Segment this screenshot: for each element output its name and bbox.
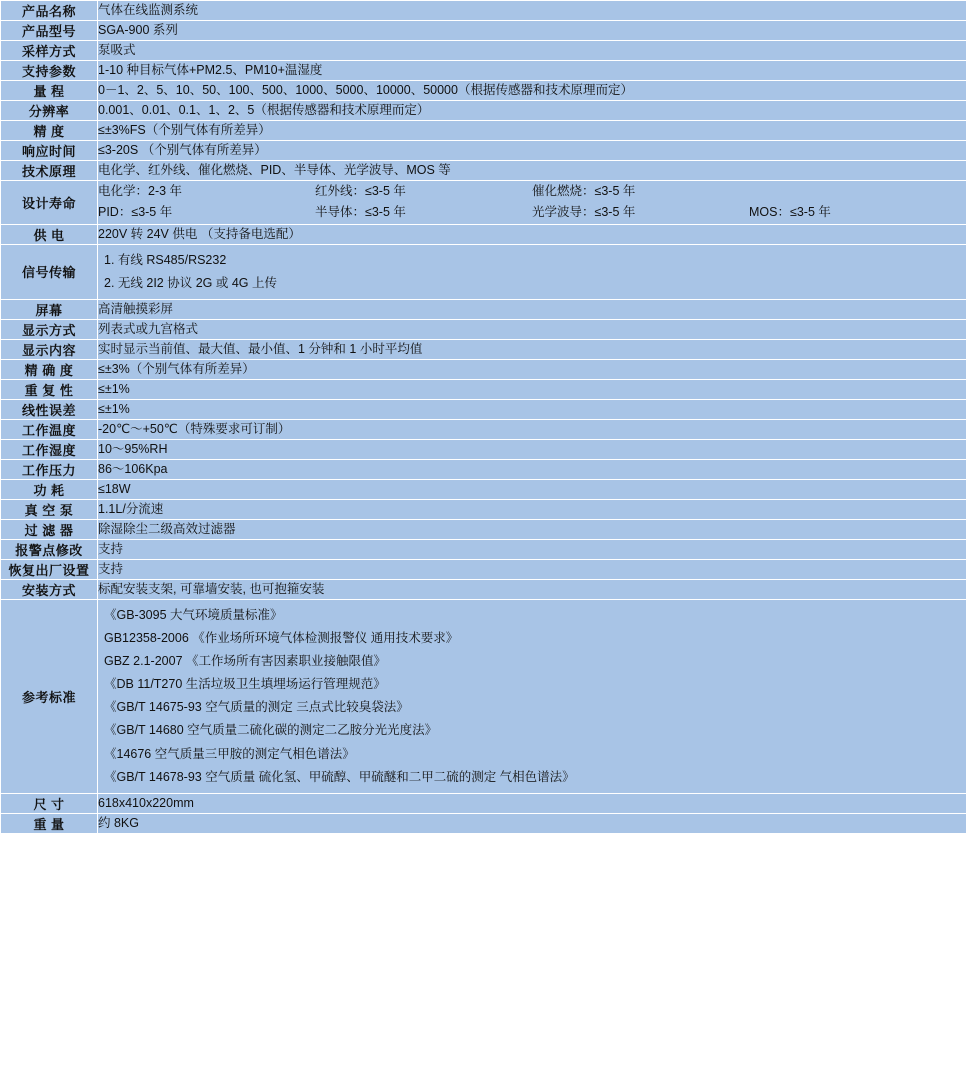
grid-cell: MOS：≤3-5 年 xyxy=(749,205,831,220)
spec-label: 量 程 xyxy=(1,81,98,101)
spec-value: SGA-900 系列 xyxy=(98,21,967,41)
spec-value-list xyxy=(98,245,966,299)
grid-row xyxy=(98,202,966,223)
spec-label: 报警点修改 xyxy=(1,539,98,559)
spec-value: 高清触摸彩屏 xyxy=(98,299,967,319)
spec-label: 重 复 性 xyxy=(1,379,98,399)
table-row xyxy=(1,1,967,21)
list-item: 2. 无线 2I2 协议 2G 或 4G 上传 xyxy=(104,275,277,290)
table-row xyxy=(1,41,967,61)
spec-value: ≤±1% xyxy=(98,399,967,419)
spec-label: 重 量 xyxy=(1,813,98,833)
list-item: 《DB 11/T270 生活垃圾卫生填埋场运行管理规范》 xyxy=(104,677,386,692)
table-row xyxy=(1,319,967,339)
grid-cell: 催化燃烧：≤3-5 年 xyxy=(532,184,636,198)
table-row xyxy=(1,579,967,599)
spec-label: 产品名称 xyxy=(1,1,98,21)
spec-value: 约 8KG xyxy=(98,813,967,833)
table-row xyxy=(1,519,967,539)
spec-label: 设计寿命 xyxy=(1,181,98,225)
spec-label: 工作压力 xyxy=(1,459,98,479)
spec-label: 采样方式 xyxy=(1,41,98,61)
table-row xyxy=(1,499,967,519)
spec-value: ≤±3%（个别气体有所差异） xyxy=(98,359,967,379)
spec-value: 618x410x220mm xyxy=(98,793,967,813)
spec-value: 泵吸式 xyxy=(98,41,967,61)
spec-value: 220V 转 24V 供电 （支持备电选配） xyxy=(98,224,967,244)
spec-label: 显示内容 xyxy=(1,339,98,359)
spec-value: ≤18W xyxy=(98,479,967,499)
list-item: 1. 有线 RS485/RS232 xyxy=(104,252,227,267)
spec-label: 工作湿度 xyxy=(1,439,98,459)
spec-label: 参考标准 xyxy=(1,599,98,793)
spec-label: 产品型号 xyxy=(1,21,98,41)
spec-label: 支持参数 xyxy=(1,61,98,81)
table-row xyxy=(1,161,967,181)
spec-label: 显示方式 xyxy=(1,319,98,339)
grid-cell: PID：≤3-5 年 xyxy=(98,205,173,220)
grid-cell: 半导体：≤3-5 年 xyxy=(315,205,406,220)
spec-label: 线性误差 xyxy=(1,399,98,419)
table-row xyxy=(1,121,967,141)
table-row xyxy=(1,539,967,559)
table-row xyxy=(1,459,967,479)
spec-value xyxy=(98,599,967,793)
table-row xyxy=(1,599,967,793)
spec-value: 1.1L/分流速 xyxy=(98,499,967,519)
table-row xyxy=(1,419,967,439)
table-row xyxy=(1,244,967,299)
table-row xyxy=(1,61,967,81)
spec-label: 功 耗 xyxy=(1,479,98,499)
spec-label: 分辨率 xyxy=(1,101,98,121)
spec-label: 恢复出厂设置 xyxy=(1,559,98,579)
list-item: GB12358-2006 《作业场所环境气体检测报警仪 通用技术要求》 xyxy=(104,630,459,645)
table-row xyxy=(1,479,967,499)
spec-value: 10～95%RH xyxy=(98,439,967,459)
spec-value: ≤±3%FS（个别气体有所差异） xyxy=(98,121,967,141)
spec-value: 支持 xyxy=(98,559,967,579)
list-item: 《GB/T 14678-93 空气质量 硫化氢、甲硫醇、甲硫醚和二甲二硫的测定 气相色谱法》 xyxy=(104,769,575,784)
spec-value: 支持 xyxy=(98,539,967,559)
spec-label: 技术原理 xyxy=(1,161,98,181)
spec-value: 气体在线监测系统 xyxy=(98,1,967,21)
spec-value: 1-10 种目标气体+PM2.5、PM10+温湿度 xyxy=(98,61,967,81)
table-row xyxy=(1,141,967,161)
spec-label: 响应时间 xyxy=(1,141,98,161)
table-row xyxy=(1,224,967,244)
spec-label: 供 电 xyxy=(1,224,98,244)
spec-label: 精 度 xyxy=(1,121,98,141)
grid-row xyxy=(98,181,966,202)
spec-value: 列表式或九宫格式 xyxy=(98,319,967,339)
spec-label: 工作温度 xyxy=(1,419,98,439)
spec-value: 0.001、0.01、0.1、1、2、5（根据传感器和技术原理而定） xyxy=(98,101,967,121)
grid-cell: 红外线：≤3-5 年 xyxy=(315,184,406,198)
list-item: 《GB/T 14680 空气质量二硫化碳的测定二乙胺分光光度法》 xyxy=(104,723,438,738)
table-row xyxy=(1,81,967,101)
spec-value-grid xyxy=(98,181,966,224)
table-row xyxy=(1,299,967,319)
spec-value: 电化学、红外线、催化燃烧、PID、半导体、光学波导、MOS 等 xyxy=(98,161,967,181)
table-row xyxy=(1,21,967,41)
table-row xyxy=(1,101,967,121)
table-row xyxy=(1,359,967,379)
spec-value: 实时显示当前值、最大值、最小值、1 分钟和 1 小时平均值 xyxy=(98,339,967,359)
spec-value: 0－1、2、5、10、50、100、500、1000、5000、10000、50000（根据传感器和技术原理而定） xyxy=(98,81,967,101)
list-item: GBZ 2.1-2007 《工作场所有害因素职业接触限值》 xyxy=(104,654,386,668)
table-row xyxy=(1,399,967,419)
spec-value xyxy=(98,244,967,299)
table-row xyxy=(1,813,967,833)
spec-value: 除湿除尘二级高效过滤器 xyxy=(98,519,967,539)
list-item: 《GB-3095 大气环境质量标准》 xyxy=(104,607,283,622)
table-row xyxy=(1,793,967,813)
grid-cell xyxy=(749,181,966,202)
spec-value: 标配安装支架, 可靠墙安装, 也可抱箍安装 xyxy=(98,579,967,599)
spec-value: -20℃～+50℃（特殊要求可订制） xyxy=(98,419,967,439)
spec-label: 精 确 度 xyxy=(1,359,98,379)
grid-cell: 电化学：2-3 年 xyxy=(98,184,183,198)
list-item: 《14676 空气质量三甲胺的测定气相色谱法》 xyxy=(104,746,355,761)
grid-cell: 光学波导：≤3-5 年 xyxy=(532,205,636,220)
spec-label: 过 滤 器 xyxy=(1,519,98,539)
spec-value-list xyxy=(98,600,966,793)
spec-label: 信号传输 xyxy=(1,244,98,299)
table-row xyxy=(1,559,967,579)
table-row xyxy=(1,339,967,359)
spec-label: 安装方式 xyxy=(1,579,98,599)
spec-value: ≤3-20S （个别气体有所差异） xyxy=(98,141,967,161)
table-row xyxy=(1,181,967,225)
spec-label: 真 空 泵 xyxy=(1,499,98,519)
spec-value: ≤±1% xyxy=(98,379,967,399)
spec-value: 86～106Kpa xyxy=(98,459,967,479)
table-row xyxy=(1,439,967,459)
specification-table-body xyxy=(1,1,967,834)
table-row xyxy=(1,379,967,399)
spec-label: 屏幕 xyxy=(1,299,98,319)
list-item: 《GB/T 14675-93 空气质量的测定 三点式比较臭袋法》 xyxy=(104,700,409,715)
spec-value xyxy=(98,181,967,225)
spec-label: 尺 寸 xyxy=(1,793,98,813)
